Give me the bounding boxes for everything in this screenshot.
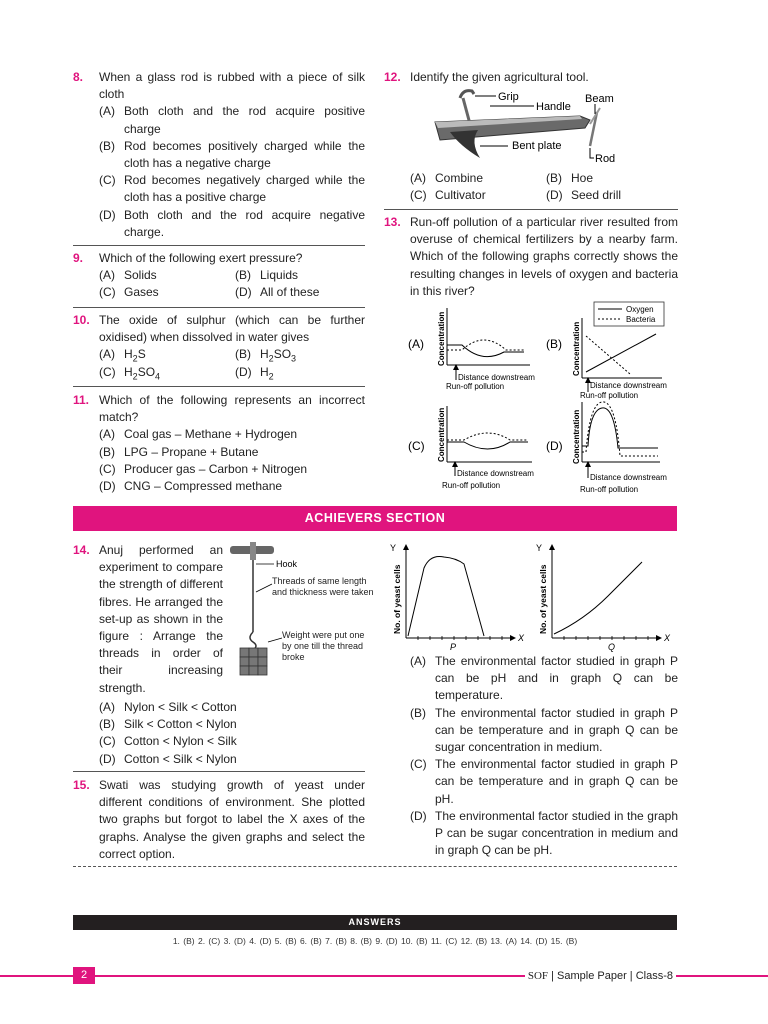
option-b[interactable]: (B) $H_2SO_3$ [235, 347, 297, 364]
question-11 [73, 392, 365, 495]
graph-p [390, 543, 525, 652]
runoff-label: Run-off pollution [580, 485, 639, 494]
question-13 [384, 214, 678, 300]
question-number: 13. [384, 215, 401, 229]
graph-b-label: (B) [546, 337, 562, 351]
runoff-label: Run-off pollution [580, 391, 639, 400]
divider [73, 771, 365, 772]
option-c[interactable]: (C) Cultivator [410, 188, 486, 203]
option-c[interactable]: (C) Rod becomes negatively charged while the cloth has a positive charge [99, 173, 365, 205]
graph-d-label: (D) [546, 439, 563, 453]
divider [73, 307, 365, 308]
page-number: 2 [73, 967, 95, 984]
graph-d [546, 402, 667, 494]
question-15 [73, 777, 365, 863]
question-number: 12. [384, 70, 401, 84]
grip-shape [460, 91, 474, 98]
x-axis-label: Distance downstream [458, 373, 535, 382]
question-text: Swati was studying growth of yeast under different conditions of environment. She plotted two graphs but forgot to label the X axes of the graphs. Analyse the given graphs and select the correct option. [99, 778, 365, 861]
question-text: Which of the following represents an incorrect match? [99, 393, 365, 425]
x-axis-letter: X [664, 633, 671, 643]
question-text: Identify the given agricultural tool. [410, 70, 589, 84]
option-d[interactable]: (D) The environmental factor studied in the graph P can be sugar concentration in medium and in graph Q can be pH. [410, 808, 678, 858]
legend-oxygen: Oxygen [626, 305, 654, 314]
graph-c [408, 406, 534, 490]
agricultural-tool-figure [430, 86, 630, 168]
option-c[interactable]: (C) The environmental factor studied in graph P can be temperature and in graph Q can be pH. [410, 757, 678, 806]
question-8 [73, 69, 365, 241]
question-number: 14. [73, 543, 90, 557]
question-text: Which of the following exert pressure? [99, 251, 303, 265]
curve-q [554, 562, 642, 634]
divider [384, 209, 678, 210]
y-axis-label: No. of yeast cells [392, 564, 402, 634]
option-a[interactable]: (A) Both cloth and the rod acquire positive charge [99, 104, 365, 136]
brand-logo: SOF [527, 970, 549, 982]
question-number: 9. [73, 251, 84, 265]
option-d[interactable]: (D) $H_2$ [235, 364, 274, 381]
option-a[interactable]: (A) The environmental factor studied in graph P can be pH and in graph Q can be temperature. [410, 654, 678, 703]
runoff-label: Run-off pollution [446, 382, 505, 391]
option-b[interactable]: (B) Hoe [546, 171, 594, 185]
question-14 [73, 542, 223, 697]
option-b[interactable]: (B) Liquids [235, 268, 299, 283]
q12-options [410, 170, 678, 204]
hook-shape [250, 632, 256, 650]
section-banner: ACHIEVERS SECTION [73, 506, 677, 531]
graph-c-label: (C) [408, 439, 425, 453]
question-text: Anuj performed an experiment to compare the strength of different fibres. He arranged the set-up as shown in the figure : Arrange the threads in order of their increasing strength. [99, 543, 223, 695]
q15-options [410, 653, 678, 859]
y-axis-letter: Y [536, 543, 543, 553]
graph-a [408, 308, 535, 391]
graph-label-q: Q [608, 642, 616, 652]
option-d[interactable]: (D) Cotton < Silk < Nylon [99, 751, 237, 766]
q15-graphs [384, 540, 678, 656]
label-rod: Rod [595, 153, 616, 165]
curve-p [408, 556, 484, 636]
question-number: 10. [73, 313, 90, 327]
option-a[interactable]: (A) Solids [99, 268, 157, 283]
graph-label-p: P [450, 642, 457, 652]
y-axis-label: Concentration [572, 321, 581, 376]
option-c[interactable]: (C) Cotton < Nylon < Silk [99, 734, 237, 749]
runoff-label: Run-off pollution [442, 481, 501, 490]
label-bent-plate: Bent plate [512, 140, 562, 152]
y-axis-label: Concentration [572, 409, 581, 464]
graph-q [536, 543, 671, 652]
option-d[interactable]: (D) Both cloth and the rod acquire negative charge. [99, 207, 365, 239]
option-a[interactable]: (A) $H_2S$ [99, 347, 146, 364]
option-b[interactable]: (B) LPG – Propane + Butane [99, 444, 259, 459]
question-12 [384, 69, 678, 86]
option-d[interactable]: (D) CNG – Compressed methane [99, 479, 283, 494]
divider [73, 386, 365, 387]
question-text: When a glass rod is rubbed with a piece of silk cloth [99, 70, 365, 102]
q14-options [99, 699, 369, 768]
footer-caption: | Sample Paper | Class-8 [551, 970, 673, 982]
label-grip: Grip [498, 91, 519, 103]
footer-text [525, 968, 676, 985]
dashed-divider [73, 866, 677, 867]
option-a[interactable]: (A) Nylon < Silk < Cotton [99, 700, 237, 714]
y-axis-label: No. of yeast cells [538, 564, 548, 634]
option-a[interactable]: (A) Coal gas – Methane + Hydrogen [99, 427, 298, 442]
graph-a-label: (A) [408, 337, 424, 351]
label-threads: Threads of same length and thickness were taken [272, 576, 374, 597]
label-weight: Weight were put one by one till the thread broke [282, 630, 365, 662]
y-axis-label: Concentration [437, 407, 446, 462]
x-axis-label: Distance downstream [590, 473, 667, 482]
option-c[interactable]: (C) Producer gas – Carbon + Nitrogen [99, 461, 308, 476]
option-d[interactable]: (D) Seed drill [546, 188, 622, 203]
y-axis-letter: Y [390, 543, 397, 553]
option-b[interactable]: (B) Silk < Cotton < Nylon [99, 717, 237, 732]
label-beam: Beam [585, 93, 614, 105]
option-c[interactable]: (C) $H_2SO_4$ [99, 364, 161, 381]
option-c[interactable]: (C) Gases [99, 285, 159, 300]
divider [73, 245, 365, 246]
weights [240, 648, 267, 675]
label-handle: Handle [536, 101, 571, 113]
question-number: 15. [73, 778, 90, 792]
x-axis-label: Distance downstream [457, 469, 534, 478]
q13-graphs [400, 300, 678, 500]
label-hook: Hook [276, 559, 298, 569]
question-number: 8. [73, 70, 84, 84]
q14-setup-figure [226, 542, 374, 682]
answers-title: ANSWERS [73, 915, 677, 930]
question-text: The oxide of sulphur (which can be further oxidised) when dissolved in water gives [99, 313, 365, 345]
x-axis-letter: X [518, 633, 525, 643]
x-axis-label: Distance downstream [590, 381, 667, 390]
y-axis-label: Concentration [437, 311, 446, 366]
question-10 [73, 312, 365, 381]
option-d[interactable]: (D) All of these [235, 285, 320, 300]
answers-row: 1. (B) 2. (C) 3. (D) 4. (D) 5. (B) 6. (B) 7. (B) 8. (B) 9. (D) 10. (B) 11. (C) 12. (B) 13. (A) 14. (D) 15. (B) [172, 936, 578, 946]
option-b[interactable]: (B) Rod becomes positively charged while the cloth has a negative charge [99, 138, 365, 171]
option-a[interactable]: (A) Combine [410, 171, 484, 185]
question-number: 11. [73, 393, 90, 407]
question-text: Run-off pollution of a particular river resulted from overuse of chemical fertilizers by a nearby farm. Which of the following graphs correctly shows the resulting changes in levels of oxygen and bacteria in this river? [410, 215, 678, 298]
bent-plate-shape [450, 130, 480, 158]
option-b[interactable]: (B) The environmental factor studied in graph P can be temperature and in graph Q can be sugar concentration in medium. [410, 705, 678, 755]
legend-bacteria: Bacteria [626, 315, 656, 324]
question-9 [73, 250, 365, 302]
graph-b [546, 318, 667, 400]
